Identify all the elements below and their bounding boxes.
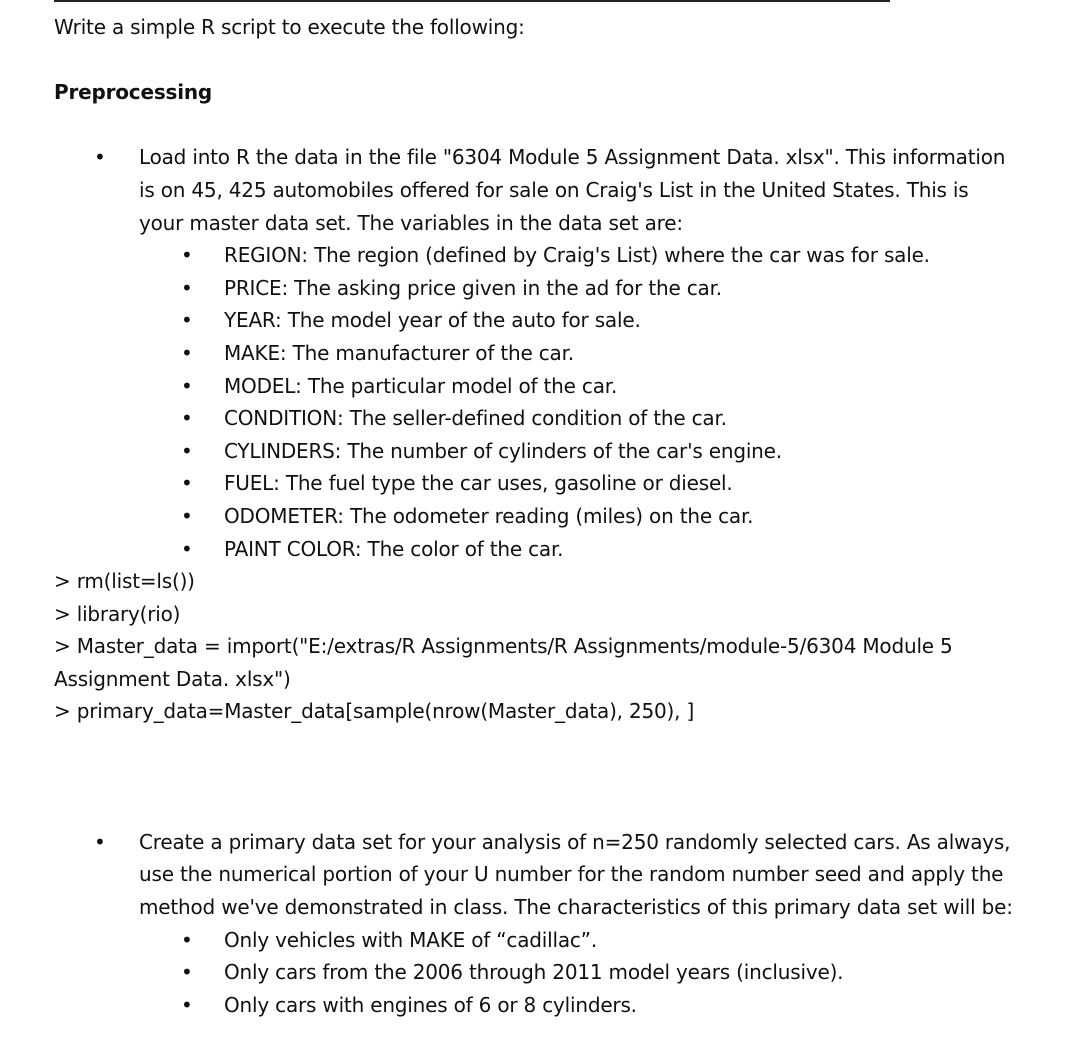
bullet-primary-dataset — [54, 826, 1064, 924]
criteria-item: • Only vehicles with MAKE of “cadillac”. — [54, 924, 1064, 957]
variable-item: • YEAR: The model year of the auto for sale. — [54, 304, 1064, 337]
blank-space — [54, 728, 1064, 826]
bullet-line: is on 45, 425 automobiles offered for sale on Craig's List in the United States. This is — [139, 177, 969, 202]
code-line: > rm(list=ls()) — [54, 569, 195, 594]
variable-item: • FUEL: The fuel type the car uses, gasoline or diesel. — [54, 467, 1064, 500]
main-bullet-list — [54, 141, 1064, 239]
intro-text: Write a simple R script to execute the following: — [54, 15, 525, 39]
variable-item: • PRICE: The asking price given in the ad for the car. — [54, 272, 1064, 305]
criteria-item: • Only cars with engines of 6 or 8 cylinders. — [54, 989, 1064, 1022]
criteria-item: • Only cars from the 2006 through 2011 model years (inclusive). — [54, 956, 1064, 989]
variable-item: • MAKE: The manufacturer of the car. — [54, 337, 1064, 370]
code-line: Assignment Data. xlsx") — [54, 666, 291, 691]
variable-item: • CYLINDERS: The number of cylinders of the car's engine. — [54, 435, 1064, 468]
bullet-line: use the numerical portion of your U number for the random number seed and apply the — [139, 862, 1004, 887]
variable-list — [54, 239, 1064, 565]
code-line: > Master_data = import("E:/extras/R Assignments/R Assignments/module-5/6304 Module 5 — [54, 634, 953, 659]
code-line: > primary_data=Master_data[sample(nrow(Master_data), 250), ] — [54, 699, 695, 724]
variable-item: • MODEL: The particular model of the car. — [54, 370, 1064, 403]
bullet-line: your master data set. The variables in the data set are: — [139, 210, 683, 235]
bullet-line: • Create a primary data set for your analysis of n=250 randomly selected cars. As always, — [139, 829, 1011, 854]
bullet-line: • Load into R the data in the file "6304 Module 5 Assignment Data. xlsx". This information — [139, 145, 1006, 170]
top-rule — [54, 0, 890, 2]
code-line: > library(rio) — [54, 601, 181, 626]
main-bullet-list-2 — [54, 826, 1064, 924]
variable-item: • REGION: The region (defined by Craig's List) where the car was for sale. — [54, 239, 1064, 272]
section-heading: Preprocessing — [54, 80, 213, 105]
bullet-load-data — [54, 141, 1064, 239]
variable-item: • CONDITION: The seller-defined condition of the car. — [54, 402, 1064, 435]
criteria-list — [54, 924, 1064, 1022]
bullet-line: method we've demonstrated in class. The characteristics of this primary data set will be: — [139, 895, 1013, 920]
variable-item: • ODOMETER: The odometer reading (miles) on the car. — [54, 500, 1064, 533]
r-code-block — [54, 565, 1064, 728]
variable-item: • PAINT COLOR: The color of the car. — [54, 533, 1064, 566]
document-body — [54, 11, 1064, 1021]
